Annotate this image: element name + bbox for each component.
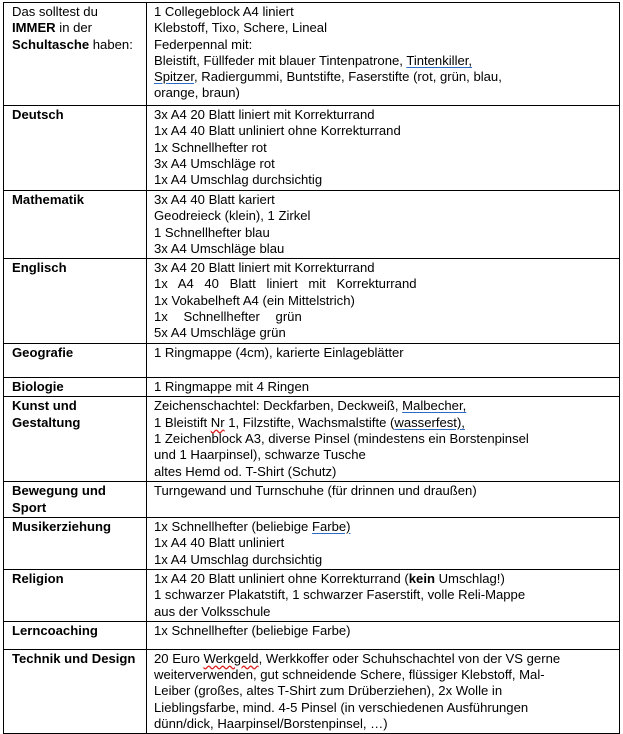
label-always-line3 xyxy=(12,37,142,53)
items-lerncoaching xyxy=(147,621,620,649)
item-deutsch-1: 3x A4 20 Blatt liniert mit Korrekturrand xyxy=(154,107,375,122)
label-biologie xyxy=(4,378,147,397)
item-mathe-2: Geodreieck (klein), 1 Zirkel xyxy=(154,208,311,224)
items-englisch xyxy=(147,259,620,344)
item-musik-3: 1x A4 Umschlag durchsichtig xyxy=(154,551,323,567)
item-always-5b: , Radiergummi, Buntstifte, Faserstifte (rot, grün, blau, xyxy=(194,69,502,85)
item-kunst-3: 1 Zeichenblock A3, diverse Pinsel (mindestens ein Borstenpinsel xyxy=(154,431,529,447)
item-geografie-1: 1 Ringmappe (4cm), karierte Einlageblätter xyxy=(154,345,404,361)
item-religion-3: aus der Volksschule xyxy=(154,603,271,619)
subject-religion: Religion xyxy=(12,570,64,586)
item-englisch-2: 1x A4 40 Blatt liniert mit Korrekturrand xyxy=(154,276,417,292)
item-technik-1 xyxy=(154,651,615,667)
label-in-der: in der xyxy=(55,20,93,36)
items-religion xyxy=(147,569,620,621)
item-kunst-2 xyxy=(154,415,615,431)
label-englisch xyxy=(4,259,147,344)
item-musik-1 xyxy=(154,519,615,535)
row-mathematik xyxy=(4,191,620,259)
items-always xyxy=(147,3,620,106)
item-lerncoaching-1: 1x Schnellhefter (beliebige Farbe) xyxy=(154,622,351,638)
item-religion-1a: 1x A4 20 Blatt unliniert ohne Korrekturrand ( xyxy=(154,570,409,586)
label-always xyxy=(4,3,147,106)
subject-musik: Musikerziehung xyxy=(12,519,111,535)
row-englisch xyxy=(4,259,620,344)
items-deutsch xyxy=(147,106,620,191)
subject-bewegung-line2: Sport xyxy=(12,499,47,515)
subject-deutsch: Deutsch xyxy=(12,107,64,122)
item-musik-farbe: Farbe) xyxy=(311,519,351,535)
item-religion-1c: Umschlag!) xyxy=(434,570,505,586)
item-musik-1a: 1x Schnellhefter (beliebige xyxy=(154,519,312,535)
label-always-line2 xyxy=(12,20,142,36)
subject-kunst-line2: Gestaltung xyxy=(12,414,81,430)
item-technik-1a: 20 Euro xyxy=(154,650,204,666)
item-always-4a: Bleistift, Füllfeder mit blauer Tintenpatrone, xyxy=(154,52,407,68)
item-always-1: 1 Collegeblock A4 liniert xyxy=(154,4,294,19)
item-kunst-5: altes Hemd od. T-Shirt (Schutz) xyxy=(154,463,337,479)
item-kunst-2a: 1 Bleistift xyxy=(154,414,211,430)
item-bewegung-1: Turngewand und Turnschuhe (für drinnen und draußen) xyxy=(154,483,477,499)
item-spitzer: Spitzer xyxy=(154,69,195,85)
item-technik-3: Leiber (großes, altes T-Shirt zum Drüberziehen), 2x Wolle in xyxy=(154,683,503,699)
item-technik-4: Lieblingsfarbe, mind. 4-5 Pinsel (in verschiedenen Ausführungen xyxy=(154,699,529,715)
row-deutsch xyxy=(4,106,620,191)
item-kunst-nr: Nr xyxy=(210,414,225,430)
item-always-5 xyxy=(154,69,615,85)
row-always xyxy=(4,3,620,106)
item-technik-1c: , Werkkoffer oder Schuhschachtel von der VS gerne xyxy=(258,650,561,666)
item-biologie-1: 1 Ringmappe mit 4 Ringen xyxy=(154,379,310,395)
item-mathe-4: 3x A4 Umschläge blau xyxy=(154,240,285,256)
label-mathematik xyxy=(4,191,147,259)
item-always-6: orange, braun) xyxy=(154,85,240,101)
subject-kunst-line1: Kunst und xyxy=(12,398,77,414)
item-religion-1 xyxy=(154,571,615,587)
item-deutsch-5: 1x A4 Umschlag durchsichtig xyxy=(154,172,323,188)
subject-englisch: Englisch xyxy=(12,260,67,276)
item-werkgeld: Werkgeld xyxy=(203,650,259,666)
label-lerncoaching xyxy=(4,621,147,649)
row-kunst xyxy=(4,397,620,482)
label-always-line1: Das solltest du xyxy=(12,4,98,19)
item-kunst-1a: Zeichenschachtel: Deckfarben, Deckweiß, xyxy=(154,398,403,414)
items-mathematik xyxy=(147,191,620,259)
subject-biologie: Biologie xyxy=(12,379,64,395)
label-schultasche: Schultasche xyxy=(12,36,90,52)
subject-mathematik: Mathematik xyxy=(12,192,85,207)
items-musik xyxy=(147,518,620,570)
supply-list-table xyxy=(3,2,620,734)
item-religion-kein: kein xyxy=(408,570,435,586)
label-musik xyxy=(4,518,147,570)
item-deutsch-4: 3x A4 Umschläge rot xyxy=(154,155,275,171)
row-religion xyxy=(4,569,620,621)
items-geografie xyxy=(147,344,620,378)
item-mathe-3: 1 Schnellhefter blau xyxy=(154,224,270,240)
item-religion-2: 1 schwarzer Plakatstift, 1 schwarzer Faserstift, volle Reli-Mappe xyxy=(154,587,526,603)
subject-technik: Technik und Design xyxy=(12,650,136,666)
label-religion xyxy=(4,569,147,621)
item-deutsch-3: 1x Schnellhefter rot xyxy=(154,139,267,155)
item-musik-2: 1x A4 40 Blatt unliniert xyxy=(154,535,285,551)
label-haben: haben: xyxy=(89,36,133,52)
item-always-4 xyxy=(154,53,615,69)
item-englisch-4: 1x Schnellhefter grün xyxy=(154,309,302,325)
row-musik xyxy=(4,518,620,570)
item-englisch-5: 5x A4 Umschläge grün xyxy=(154,325,286,341)
row-technik xyxy=(4,649,620,733)
items-kunst xyxy=(147,397,620,482)
label-deutsch xyxy=(4,106,147,191)
items-technik xyxy=(147,649,620,733)
item-deutsch-2: 1x A4 40 Blatt unliniert ohne Korrekturrand xyxy=(154,123,401,139)
item-technik-5: dünn/dick, Haarpinsel/Borstenpinsel, …) xyxy=(154,716,388,732)
item-wasserfest: wasserfest), xyxy=(394,414,465,430)
item-always-2: Klebstoff, Tixo, Schere, Lineal xyxy=(154,20,327,36)
subject-geografie: Geografie xyxy=(12,345,74,361)
row-lerncoaching xyxy=(4,621,620,649)
item-tintenkiller: Tintenkiller, xyxy=(406,52,473,68)
item-kunst-2c: 1, Filzstifte, Wachsmalstifte ( xyxy=(224,414,395,430)
label-immer: IMMER xyxy=(12,20,56,36)
subject-bewegung-line1: Bewegung und xyxy=(12,483,106,499)
row-bewegung xyxy=(4,482,620,518)
item-englisch-1: 3x A4 20 Blatt liniert mit Korrekturrand xyxy=(154,260,375,276)
items-biologie xyxy=(147,378,620,397)
subject-lerncoaching: Lerncoaching xyxy=(12,622,98,638)
item-always-3: Federpennal mit: xyxy=(154,36,253,52)
label-kunst xyxy=(4,397,147,482)
items-bewegung xyxy=(147,482,620,518)
item-kunst-4: und 1 Haarpinsel), schwarze Tusche xyxy=(154,447,366,463)
label-technik xyxy=(4,649,147,733)
label-bewegung xyxy=(4,482,147,518)
item-technik-2: weiterverwenden, gut schneidende Schere, flüssiger Klebstoff, Mal- xyxy=(154,667,545,683)
label-geografie xyxy=(4,344,147,378)
item-kunst-1 xyxy=(154,398,615,414)
row-biologie xyxy=(4,378,620,397)
row-geografie xyxy=(4,344,620,378)
item-mathe-1: 3x A4 40 Blatt kariert xyxy=(154,192,275,207)
item-englisch-3: 1x Vokabelheft A4 (ein Mittelstrich) xyxy=(154,292,355,308)
item-malbecher: Malbecher, xyxy=(402,398,467,414)
